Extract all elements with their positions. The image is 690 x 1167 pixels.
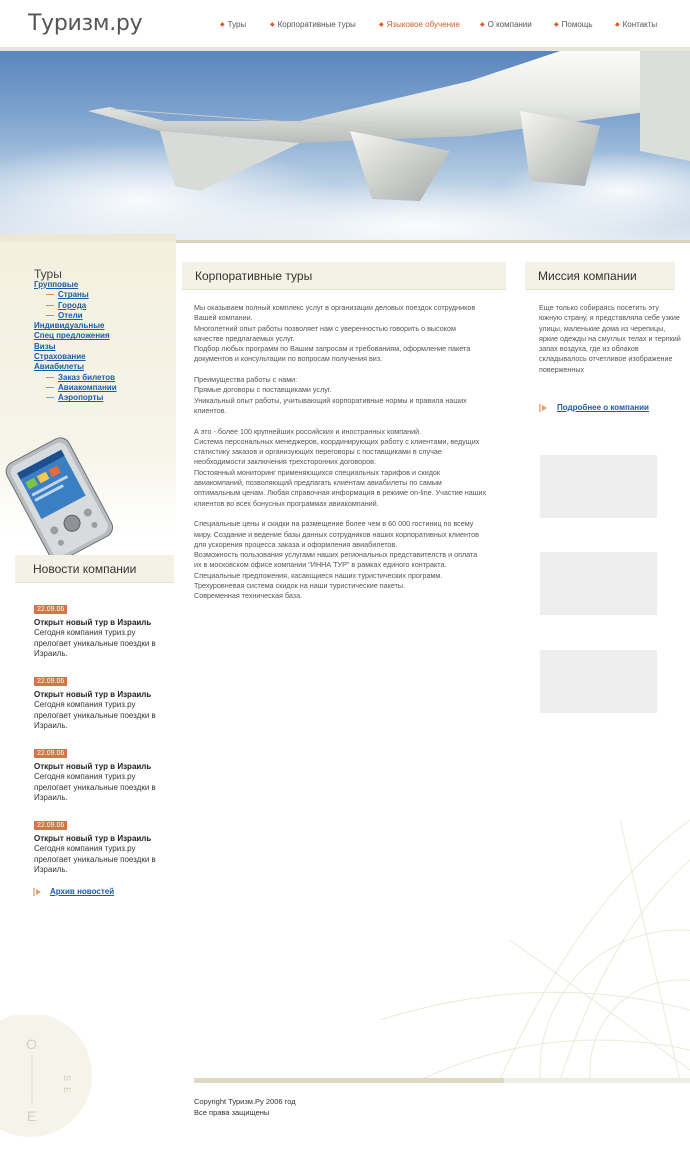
- news-date-badge: 22.09.06: [34, 677, 67, 686]
- dash-icon: —: [46, 290, 54, 300]
- bullet-icon: ◆: [379, 22, 384, 28]
- nav-item-tours[interactable]: [220, 20, 246, 29]
- bullet-icon: ◆: [554, 22, 559, 28]
- menu-item-label: Страны: [58, 290, 89, 300]
- news-item-title[interactable]: Открыт новый тур в Израиль: [34, 618, 152, 627]
- header: [0, 0, 690, 50]
- menu-item-insurance[interactable]: Страхование: [34, 352, 86, 362]
- menu-item-visas[interactable]: Визы: [34, 341, 56, 351]
- tours-menu-title: Туры: [34, 267, 62, 281]
- site-logo[interactable]: Туризм.ру: [28, 11, 143, 36]
- compass-letter: E: [62, 1087, 72, 1094]
- about-company-link[interactable]: Подробнее о компании: [557, 403, 649, 412]
- arrow-right-icon: [33, 888, 43, 896]
- rights-text: Все права защищены: [194, 1107, 270, 1117]
- menu-item-group[interactable]: Групповые: [34, 280, 79, 289]
- dash-icon: —: [46, 310, 54, 320]
- news-date-badge: 22.09.06: [34, 605, 67, 614]
- menu-item-individual[interactable]: Индивидуальные: [34, 321, 105, 331]
- banner-placeholder[interactable]: [540, 650, 657, 713]
- content-paragraph: Специальные цены и скидки на размещение более чем в 60 000 гостиниц по всему миру. Создание и ведение базы данных сотрудников наших корпоративных клиентов для ускорения процесса заказа и оформления авиабилетов. Возможность пользования услугами наших региональных представителств и оплата их в московском офисе компании "ИННА ТУР" в рамках единого контракта. Специальные предложения, касающиеся наших туристических программ. Трехуровневая система скидок на наши туристические пакеты. Современная техническая база.: [194, 519, 479, 601]
- tours-menu: [34, 280, 174, 404]
- news-item-title[interactable]: Открыт новый тур в Израиль: [34, 690, 152, 699]
- news-item: [34, 598, 169, 660]
- mission-text: Еще только собираясь посетить эту южную страну, я представляла себе узкие улицы, маленькие дома из черепицы, яркие одежды на смуглых телах и терпкий запах воздуха, где из облаков складывалось отчетливое изображение поверженных: [539, 303, 681, 374]
- menu-item-label: Отели: [58, 310, 83, 320]
- nav-label: Контакты: [622, 20, 658, 29]
- content-body: [194, 303, 504, 612]
- nav-item-contacts[interactable]: [615, 20, 657, 29]
- content-paragraph: Мы оказываем полный комплекс услуг в организации деловых поездок сотрудников Вашей компании. Многолетний опыт работы позволяет нам с уверенностью говорить о высоком качестве предлагаемых услуг. Подбор любых программ по Вашим запросам и требованиям, оформление пакета документов и консультации по вопросам получения виз.: [194, 303, 476, 364]
- menu-item-ticket-order[interactable]: [34, 373, 174, 383]
- nav-label: Корпоративные туры: [277, 20, 356, 29]
- hero-banner: [0, 51, 690, 240]
- bullet-icon: ◆: [220, 22, 225, 28]
- menu-item-airports[interactable]: [34, 393, 174, 403]
- menu-item-label: Аэропорты: [58, 393, 104, 403]
- news-date-badge: 22.09.06: [34, 821, 67, 830]
- compass-letter: E: [27, 1108, 37, 1124]
- compass-letter: O: [26, 1036, 37, 1052]
- nav-item-about[interactable]: [480, 20, 532, 29]
- menu-item-label: Заказ билетов: [58, 372, 116, 382]
- dash-icon: —: [46, 393, 54, 403]
- content-header: [182, 262, 506, 290]
- copyright-text: Copyright Туризм.Ру 2006 год: [194, 1097, 296, 1106]
- main-nav: [0, 20, 690, 34]
- airplane-wing-image: [0, 51, 690, 240]
- news-header: [15, 555, 174, 583]
- sidebar-top-strip: [0, 234, 176, 242]
- banner-placeholder[interactable]: [540, 455, 657, 518]
- menu-item-hotels[interactable]: [34, 311, 174, 321]
- nav-label: Языковое обучение: [386, 20, 460, 29]
- menu-item-cities[interactable]: [34, 301, 174, 311]
- mission-title: Миссия компании: [538, 269, 637, 283]
- news-archive-link[interactable]: Архив новостей: [50, 887, 115, 896]
- arrow-right-icon: [539, 404, 549, 412]
- compass-letter: S: [62, 1075, 72, 1082]
- bullet-icon: ◆: [270, 22, 275, 28]
- dash-icon: —: [46, 382, 54, 392]
- news-item-text: Сегодня компания туриз.ру прелогает уникальные поездки в Израиль.: [34, 772, 156, 802]
- nav-item-help[interactable]: [554, 20, 593, 29]
- news-item: [34, 670, 169, 732]
- news-title: Новости компании: [33, 562, 137, 576]
- footer-divider-fade: [504, 1078, 690, 1083]
- dash-icon: —: [46, 372, 54, 382]
- menu-item-label: Города: [58, 300, 87, 310]
- news-item-text: Сегодня компания туриз.ру прелогает уникальные поездки в Израиль.: [34, 700, 156, 730]
- news-item-text: Сегодня компания туриз.ру прелогает уникальные поездки в Израиль.: [34, 628, 156, 658]
- nav-item-corporate-tours[interactable]: [270, 20, 356, 29]
- news-item: [34, 742, 169, 804]
- nav-item-language-training[interactable]: [379, 20, 460, 29]
- decorative-lines: [380, 820, 690, 1080]
- pda-illustration: [0, 425, 120, 555]
- bullet-icon: ◆: [480, 22, 485, 28]
- menu-item-countries[interactable]: [34, 290, 174, 300]
- news-item: [34, 814, 169, 876]
- menu-item-airlines[interactable]: [34, 383, 174, 393]
- news-item-title[interactable]: Открыт новый тур в Израиль: [34, 834, 152, 843]
- mission-header: [525, 262, 675, 290]
- compass-decoration: [0, 1015, 100, 1167]
- content-paragraph: Преимущества работы с нами: Прямые договоры с поставщиками услуг. Уникальный опыт работы, учитывающий корпоративные нормы и правила наших клиентов.: [194, 375, 467, 415]
- menu-item-air-tickets[interactable]: Авиабилеты: [34, 362, 84, 372]
- banner-placeholder[interactable]: [540, 552, 657, 615]
- page-title: Корпоративные туры: [195, 269, 313, 283]
- nav-label: Туры: [227, 20, 247, 29]
- news-item-title[interactable]: Открыт новый тур в Израиль: [34, 762, 152, 771]
- nav-label: Помощь: [561, 20, 593, 29]
- menu-item-label: Авиакомпании: [58, 382, 117, 392]
- dash-icon: —: [46, 300, 54, 310]
- bullet-icon: ◆: [615, 22, 620, 28]
- footer-divider: [194, 1078, 504, 1083]
- nav-label: О компании: [487, 20, 532, 29]
- news-item-text: Сегодня компания туриз.ру прелогает уникальные поездки в Израиль.: [34, 844, 156, 874]
- footer: [194, 1097, 296, 1118]
- news-date-badge: 22.09.06: [34, 749, 67, 758]
- content-paragraph: А это - более 100 крупнейших российских и иностранных компаний. Система персональных менеджеров, координирующих работу с клиентами, ведущих статистику заказов и организующих переговоры с поставщиками в случае необходимости заключения трехсторонних договоров. Постоянный мониторинг применяющихся специальных тарифов и скидок авиакомпаний, позволяющий предлагать клиентам авиабилеты по самым оптимальным ценам. Любая справочная информация в режиме on-line. Участие наших клиентов во всех бонусных программах авиакомпаний.: [194, 426, 487, 508]
- menu-item-special-offers[interactable]: Спец предложения: [34, 331, 110, 341]
